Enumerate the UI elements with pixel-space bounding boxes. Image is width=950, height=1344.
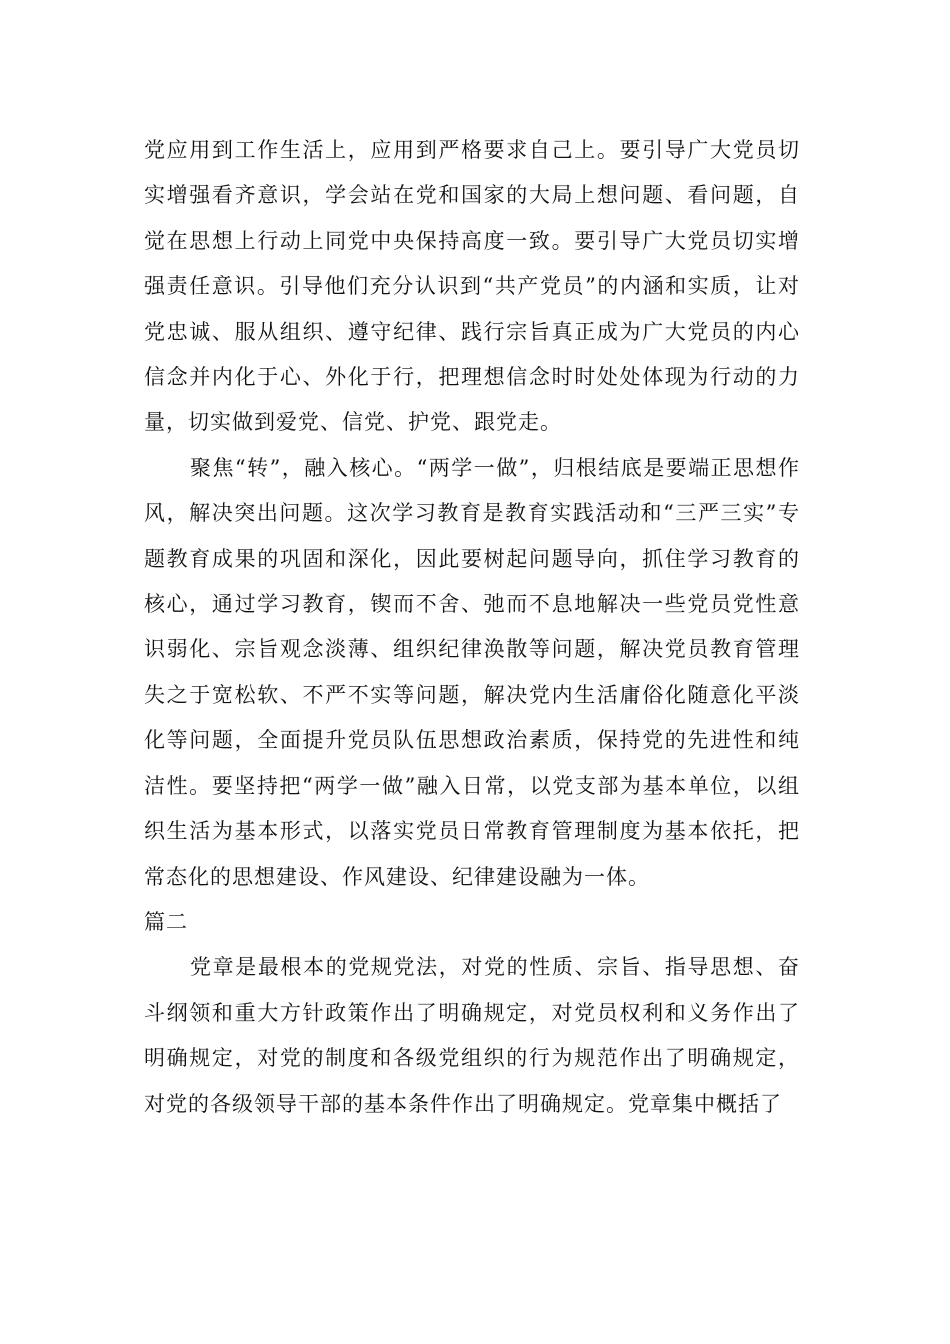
section-heading: 篇二 xyxy=(144,909,188,934)
body-paragraph-1: 党应用到工作生活上，应用到严格要求自己上。要引导广大党员切实增强看齐意识，学会站在党和国家的大局上想问题、看问题，自觉在思想上行动上同党中央保持高度一致。要引导广大党员切实增强责任意识。引导他们充分认识到“共产党员”的内涵和实质，让对党忠诚、服从组织、遵守纪律、践行宗旨真正成为广大党员的内心信念并内化于心、外化于行，把理想信念时时处处体现为行动的力量，切实做到爱党、信党、护党、跟党走。 xyxy=(144,138,800,435)
body-paragraph-3: 党章是最根本的党规党法，对党的性质、宗旨、指导思想、奋斗纲领和重大方针政策作出了明确规定，对党员权利和义务作出了明确规定，对党的制度和各级党组织的行为规范作出了明确规定，对党的各级领导干部的基本条件作出了明确规定。党章集中概括了 xyxy=(144,955,800,1116)
document-page xyxy=(144,128,800,1127)
body-paragraph-2: 聚焦“转”，融入核心。“两学一做”，归根结底是要端正思想作风，解决突出问题。这次学习教育是教育实践活动和“三严三实”专题教育成果的巩固和深化，因此要树起问题导向，抓住学习教育的核心，通过学习教育，锲而不舍、弛而不息地解决一些党员党性意识弱化、宗旨观念淡薄、组织纪律涣散等问题，解决党员教育管理失之于宽松软、不严不实等问题，解决党内生活庸俗化随意化平淡化等问题，全面提升党员队伍思想政治素质，保持党的先进性和纯洁性。要坚持把“两学一做”融入日常，以党支部为基本单位，以组织生活为基本形式，以落实党员日常教育管理制度为基本依托，把常态化的思想建设、作风建设、纪律建设融为一体。 xyxy=(144,455,800,889)
